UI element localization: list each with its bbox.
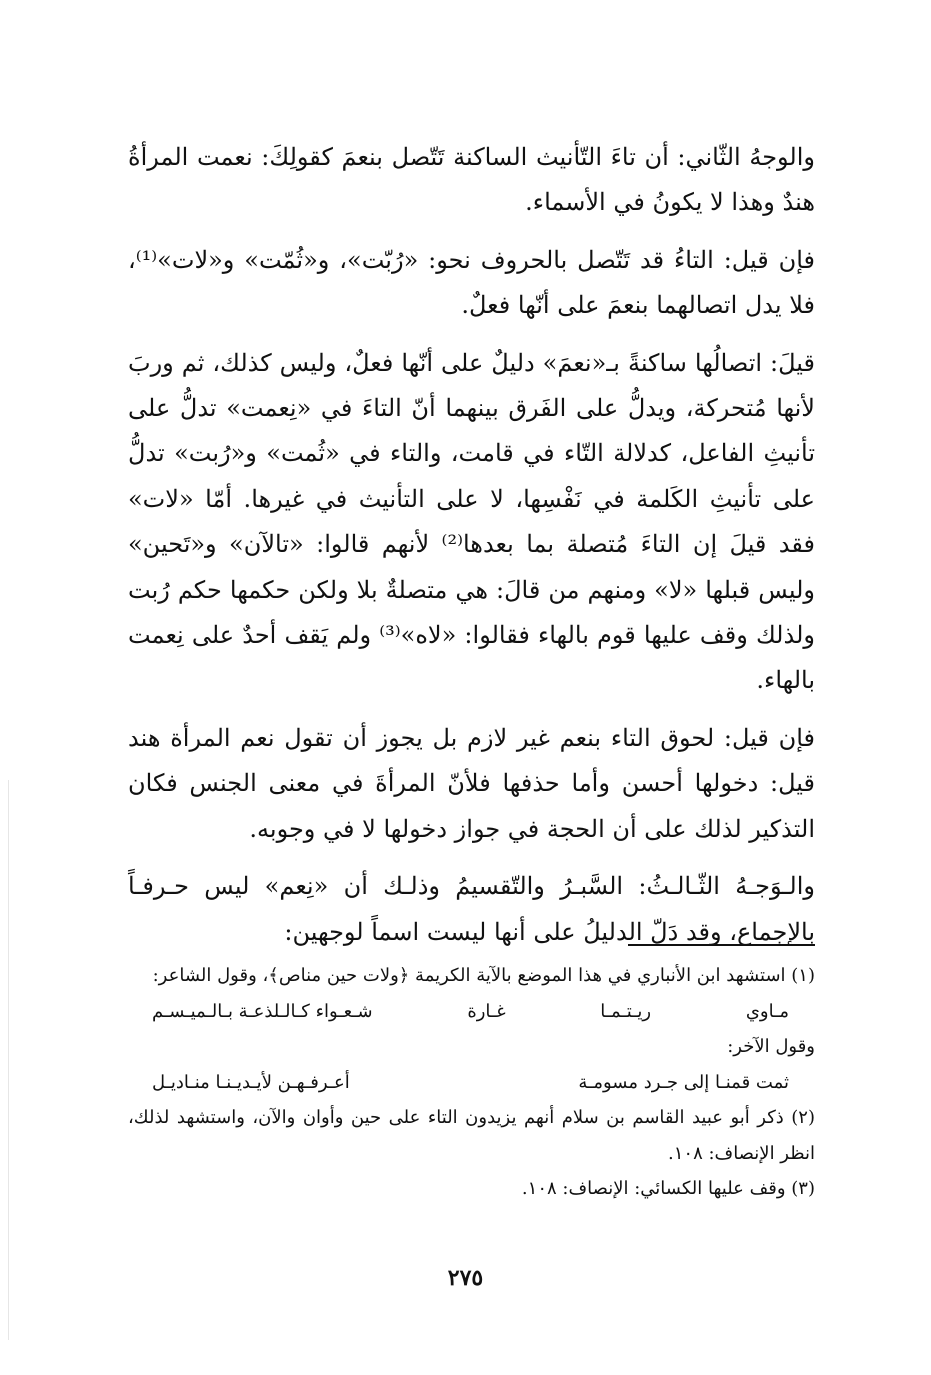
verse-line-1 <box>128 994 815 1030</box>
verse-line-2 <box>128 1065 815 1101</box>
footnote-2: (٢) ذكر أبو عبيد القاسم بن سلام أنهم يزيدون التاء على حين وأوان والآن، واستشهد لذلك، انظر الإنصاف: ١٠٨. <box>128 1107 815 1164</box>
footnote-1: (١) استشهد ابن الأنباري في هذا الموضع بالآية الكريمة ﴿ولات حين مناص﴾، وقول الشاعر: <box>152 965 815 986</box>
verse-1-word-1: مـاوي <box>745 1000 789 1022</box>
page-number: ٢٧٥ <box>447 1265 484 1291</box>
footnote-divider <box>628 944 815 946</box>
paragraph-third-aspect: والـوَجـهُ الثّـالـثُ: السَّبـرُ والتّقسيمُ وذلـك أن «نِعم» ليس حـرفـاً بالإجماع، وقد دَلّ الدليلُ على أنها ليست اسماً لوجهين: <box>128 872 815 946</box>
paragraph-reply: قيلَ: اتصالُها ساكنةً بـ«نعمَ» دليلٌ على أنّها فعلٌ، وليس كذلك، ثم وربَ لأنها مُتحركة، ويدلُّ على الفَرق بينهما أنّ التاءَ في «نِعمت» تدلُّ على تأنيثِ الفاعل، كدلالة التّاء في قامت، والتاء في «ثُمت» و«رُبت» تدلُّ على تأنيثِ الكَلمة في نَفْسِها، لا على التأنيث في غيرها. أمّا «لات» فقد قيلَ إن التاءَ مُتصلة بما بعدها⁽²⁾ لأنهم قالوا: «تالآن» و«تَحين» وليس قبلها «لا» ومنهم من قالَ: هي متصلةٌ بلا ولكن حكمها حكم رُبت ولذلك وقف عليها قوم بالهاء فقالوا: «لاه»⁽³⁾ ولم يَقف أحدٌ على نِعمت بالهاء. <box>128 348 816 695</box>
paragraph-second-aspect: والوجهُ الثّاني: أن تاءَ التّأنيث الساكنة تَتّصل بنعمَ كقولِكَ: نعمت المرأةُ هندٌ وهذا لا يكونُ في الأسماء. <box>128 143 816 217</box>
verse-2-hemistich-2: أعـرفـهـن لأيـديـنـا منـاديـل <box>152 1071 350 1093</box>
verse-1-word-4: شـعـواء كـالـلذعـة بـالـميـسـم <box>152 1000 373 1022</box>
verse-2-hemistich-1: ثمت قمنـا إلى جـرد مسومـة <box>578 1071 789 1093</box>
scan-edge-line <box>8 780 9 1340</box>
paragraph-objection: فإن قيل: التاءُ قد تَتّصل بالحروف نحو: «رُبّت»، و«ثُمّت» و«لات»⁽¹⁾، فلا يدل اتصالهما بنعمَ على أنّها فعلٌ. <box>128 245 816 320</box>
other-poet-label: وقول الآخر: <box>727 1036 815 1057</box>
verse-1-word-2: ريـتـمـا <box>600 1000 652 1022</box>
paragraph-second-objection: فإن قيل: لحوق التاء بنعم غير لازم بل يجوز أن تقول نعم المرأة هند قيل: دخولها أحسن وأما حذفها فلأنّ المرأةَ في معنى الجنس فكان التذكير لذلك على أن الحجة في جواز دخولها لا في وجوبه. <box>128 723 815 843</box>
verse-1-word-3: غـارة <box>467 1000 506 1022</box>
footnotes <box>128 958 815 1207</box>
main-text <box>128 135 815 967</box>
footnote-3: (٣) وقف عليها الكسائي: الإنصاف: ١٠٨. <box>521 1178 815 1199</box>
